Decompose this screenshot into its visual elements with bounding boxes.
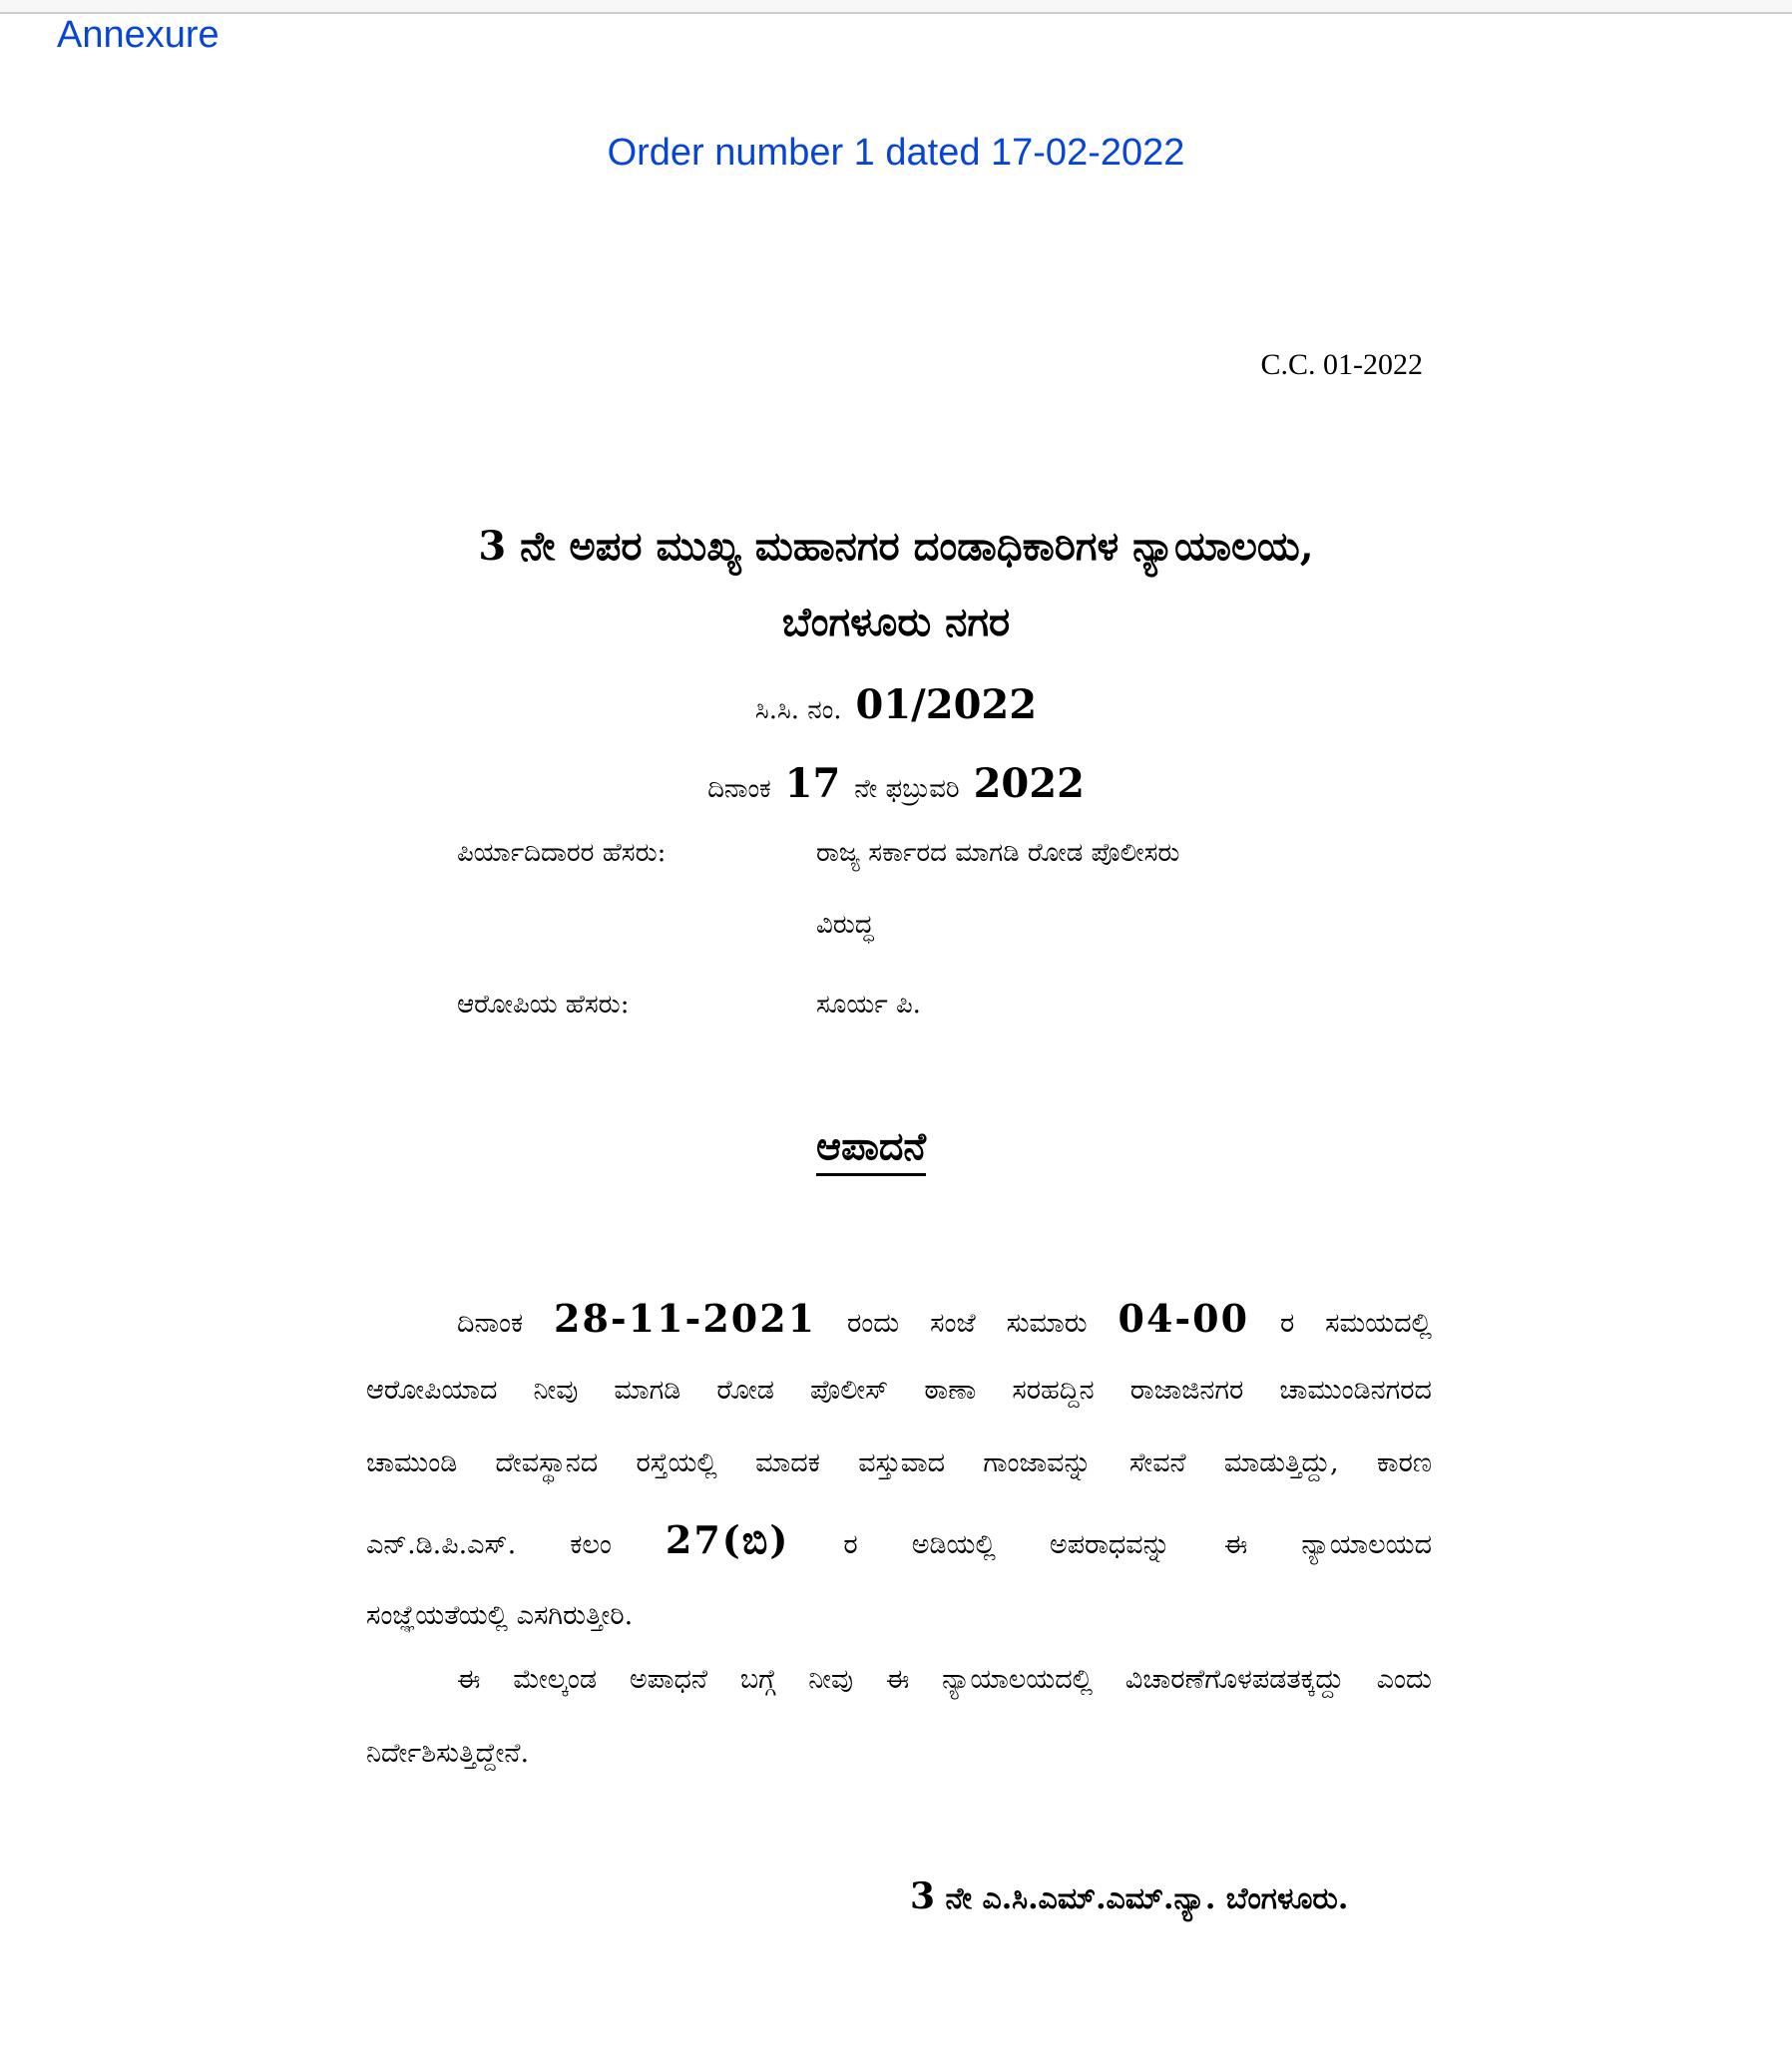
charge-paragraph-line: [366, 1283, 1432, 1359]
order-heading: [0, 132, 1792, 175]
offence-time: 04-00: [1118, 1296, 1250, 1341]
accused-label: ಆರೋಪಿಯ ಹೆಸರು:: [457, 990, 630, 1020]
charge-paragraph-line: ಚಾಮುಂಡಿ ದೇವಸ್ಥಾನದ ರಸ್ತೆಯಲ್ಲಿ ಮಾದಕ ವಸ್ತುವಾದ ಗಾಂಜಾವನ್ನು ಸೇವನೆ ಮಾಡುತ್ತಿದ್ದು, ಕಾರಣ: [366, 1447, 1432, 1478]
signature-number: 3: [910, 1875, 936, 1917]
para-text: ರ ಸಮಯದಲ್ಲಿ: [1279, 1308, 1432, 1339]
offence-date: 28-11-2021: [554, 1296, 817, 1341]
top-border: [0, 0, 1792, 14]
para-text: ರ ಅಡಿಯಲ್ಲಿ ಅಪರಾಧವನ್ನು ಈ ನ್ಯಾಯಾಲಯದ: [843, 1529, 1433, 1560]
order-link[interactable]: Order number 1 dated 17-02-2022: [607, 132, 1185, 174]
cc-number: C.C. 01-2022: [1260, 348, 1423, 381]
charge-paragraph-line: ಸಂಜ್ಞೆಯತೆಯಲ್ಲಿ ಎಸಗಿರುತ್ತೀರಿ.: [366, 1600, 634, 1631]
date-month: ನೇ ಫಬ್ರುವರಿ: [854, 774, 960, 804]
date-day: 17: [784, 760, 841, 807]
court-city: ಬೆಂಗಳೂರು ನಗರ: [781, 599, 1011, 645]
case-number-prefix: ಸಿ.ಸಿ. ನಂ.: [754, 695, 842, 725]
complainant-name: ರಾಜ್ಯ ಸರ್ಕಾರದ ಮಾಗಡಿ ರೋಡ ಪೊಲೀಸರು: [816, 838, 1180, 868]
court-title: 3 ನೇ ಅಪರ ಮುಖ್ಯ ಮಹಾನಗರ ದಂಡಾಧಿಕಾರಿಗಳ ನ್ಯಾಯಾಲಯ,: [478, 523, 1314, 570]
section-number: 27(ಬಿ): [665, 1517, 790, 1562]
signature-text: ನೇ ಎ.ಸಿ.ಎಮ್.ಎಮ್.ನ್ಯಾ. ಬೆಂಗಳೂರು.: [945, 1881, 1349, 1916]
versus-text: ವಿರುದ್ಧ: [816, 910, 874, 940]
signature-line: [910, 1875, 1429, 1917]
direction-paragraph-line: ನಿರ್ದೇಶಿಸುತ್ತಿದ್ದೇನೆ.: [366, 1738, 530, 1769]
complainant-label: ಪಿರ್ಯಾದಿದಾರರ ಹೆಸರು:: [457, 838, 667, 868]
direction-paragraph-line: ಈ ಮೇಲ್ಕಂಡ ಅಪಾಧನೆ ಬಗ್ಗೆ ನೀವು ಈ ನ್ಯಾಯಾಲಯದಲ್ಲಿ ವಿಚಾರಣೆಗೊಳಪಡತಕ್ಕದ್ದು ಎಂದು: [457, 1664, 1432, 1695]
date-year: 2022: [973, 760, 1085, 807]
case-number-line: [319, 681, 1473, 728]
charge-paragraph-line: ಆರೋಪಿಯಾದ ನೀವು ಮಾಗಡಿ ರೋಡ ಪೊಲೀಸ್ ಠಾಣಾ ಸರಹದ್ದಿನ ರಾಜಾಜಿನಗರ ಚಾಮುಂಡಿನಗರದ: [366, 1375, 1432, 1406]
accused-name: ಸೂರ್ಯ ಪಿ.: [816, 990, 921, 1020]
charge-heading: ಆಪಾದನೆ: [816, 1123, 926, 1176]
para-text: ರಂದು ಸಂಜೆ ಸುಮಾರು: [847, 1308, 1088, 1339]
para-text: ಎನ್.ಡಿ.ಪಿ.ಎಸ್. ಕಲಂ: [366, 1529, 612, 1560]
date-prefix: ದಿನಾಂಕ: [707, 774, 771, 804]
annexure-link[interactable]: Annexure: [57, 14, 220, 56]
charge-paragraph-line: [366, 1504, 1432, 1580]
case-date-line: [319, 760, 1473, 807]
case-number-value: 01/2022: [855, 681, 1038, 728]
para-text: ದಿನಾಂಕ: [457, 1308, 524, 1339]
